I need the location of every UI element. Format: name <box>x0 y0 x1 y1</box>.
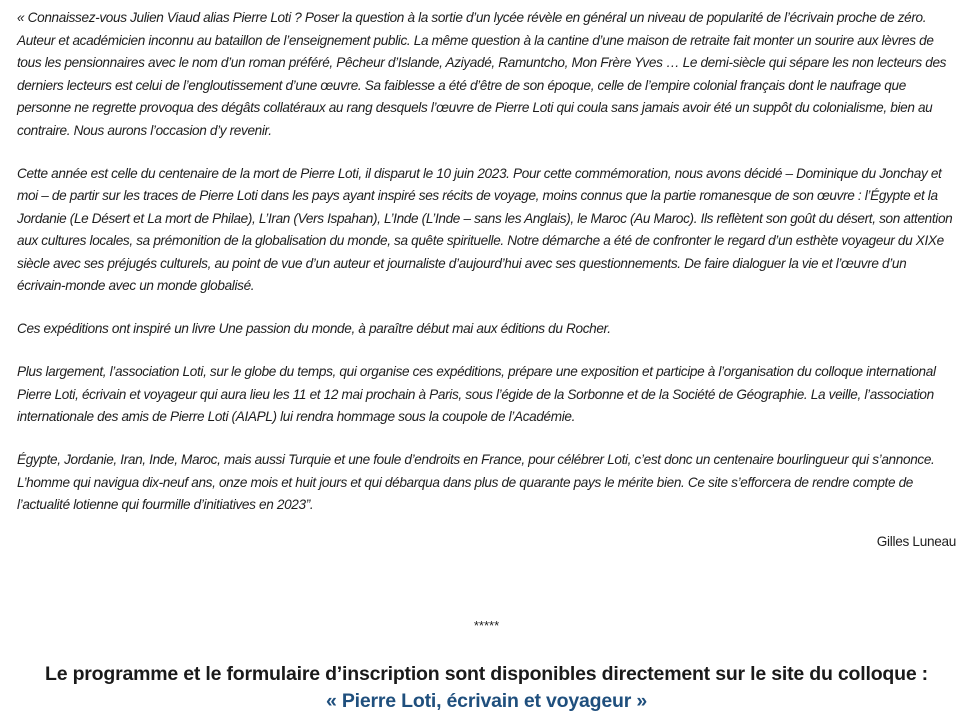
colloque-link[interactable]: « Pierre Loti, écrivain et voyageur » <box>326 690 647 712</box>
article-paragraph: Plus largement, l’association Loti, sur le globe du temps, qui organise ces expéditions, prépare une exposition et participe à l’organisation du colloque international Pierre Loti, écrivain et voyageur qui aura lieu les 11 et 12 mai prochain à Paris, sous l’égide de la Sorbonne et de la Société de Géographie. La veille, l’association internationale des amis de Pierre Loti (AIAPL) lui rendra hommage sous la coupole de l’Académie. <box>17 364 936 424</box>
article-paragraph: « Connaissez-vous Julien Viaud alias Pierre Loti ? Poser la question à la sortie d’un lycée révèle en général un niveau de popularité de l’écrivain proche de zéro. Auteur et académicien inconnu au bataillon de l’enseignement public. La même question à la cantine d’une maison de retraite fait monter un sourire aux lèvres de tous les pensionnaires avec le nom d’un roman préféré, Pêcheur d’Islande, Aziyadé, Ramuntcho, Mon Frère Yves … Le demi-siècle qui sépare les non lecteurs des derniers lecteurs est celui de l’engloutissement d’une œuvre. Sa faiblesse a été d’être de son époque, celle de l’empire colonial français dont le naufrage que personne ne regrette provoqua des dégâts collatéraux au rang desquels l’œuvre de Pierre Loti qui coula sans jamais avoir été un suppôt du colonialisme, bien au contraire. Nous aurons l’occasion d’y revenir. <box>17 10 947 138</box>
article-paragraph: Ces expéditions ont inspiré un livre Une passion du monde, à paraître début mai aux éditions du Rocher. <box>17 321 611 336</box>
separator: ***** <box>473 618 500 633</box>
article-body <box>17 7 955 537</box>
author-signature: Gilles Luneau <box>876 534 956 549</box>
announcement <box>0 661 973 715</box>
article-paragraph: Cette année est celle du centenaire de la mort de Pierre Loti, il disparut le 10 juin 2023. Pour cette commémoration, nous avons décidé – Dominique du Jonchay et moi – de partir sur les traces de Pierre Loti dans les pays ayant inspiré ses récits de voyage, moins connus que la partie romanesque de son œuvre : l’Égypte et la Jordanie (Le Désert et La mort de Philae), L’Iran (Vers Ispahan), L’Inde (L’Inde – sans les Anglais), le Maroc (Au Maroc). Ils reflètent son goût du désert, son attention aux cultures locales, sa prémonition de la globalisation du monde, sa quête spirituelle. Notre démarche a été de confronter le regard d’un esthète voyageur du XIXe siècle avec ses préjugés culturels, au point de vue d’un auteur et journaliste d’aujourd’hui avec ses questionnements. De faire dialoguer la vie et l’œuvre d’un écrivain-monde avec un monde globalisé. <box>17 165 953 293</box>
article-paragraph: Égypte, Jordanie, Iran, Inde, Maroc, mais aussi Turquie et une foule d’endroits en France, pour célébrer Loti, c’est donc un centenaire bourlingueur qui s’annonce. L’homme qui navigua dix-neuf ans, onze mois et huit jours et qui débarqua dans plus de quarante pays le mérite bien. Ce site s’efforcera de rendre compte de l’actualité lotienne qui fourmille d’initiatives en 2023”. <box>17 452 935 512</box>
announcement-text: Le programme et le formulaire d’inscription sont disponibles directement sur le site du colloque : <box>45 663 928 685</box>
